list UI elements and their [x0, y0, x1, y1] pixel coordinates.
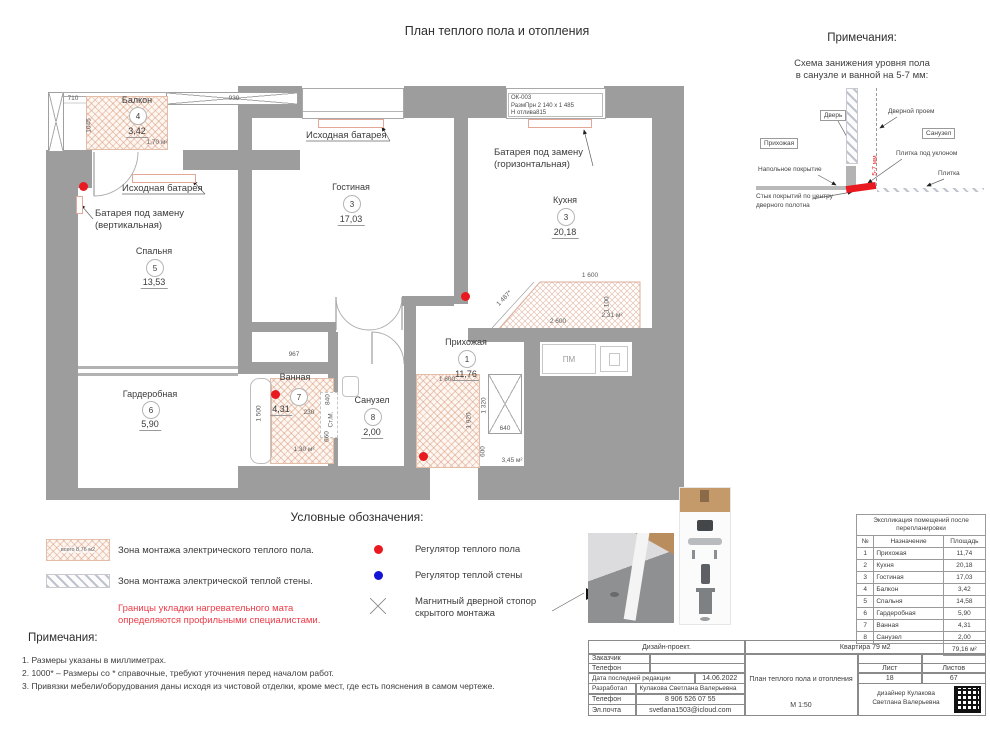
window-sill: Н отлива815	[511, 110, 547, 116]
schematic-floor-covering-label: Напольное покрытие	[758, 166, 822, 173]
window-size: РазмПрн 2 140 х 1 485	[511, 102, 574, 109]
tb-sheets-value: 67	[922, 673, 987, 684]
room-number: 6	[142, 401, 160, 419]
cell: 4,31	[943, 620, 985, 632]
schematic-tile-strip	[877, 188, 984, 192]
balcony-side-window	[48, 92, 64, 152]
note-item: 3. Привязки мебели/оборудования даны исходя из чистовой отделки, кроме мест, где есть пояснения в самом чертеже.	[22, 681, 495, 691]
room-name: Спальня	[135, 246, 173, 256]
title-block	[588, 640, 986, 716]
dim: 600	[479, 446, 487, 457]
tb-phone1-value	[650, 663, 746, 673]
annotation-replace-vertical: Батарея под замену	[95, 208, 185, 219]
wall-living-bottom	[252, 322, 336, 332]
floor-regulator-dot	[461, 292, 470, 301]
dishwasher-label: ПМ	[562, 354, 576, 364]
dim: 230	[303, 409, 315, 416]
dim: 1045	[85, 118, 93, 133]
cell: Гостиная	[874, 572, 943, 584]
room-name: Балкон	[121, 95, 153, 105]
room-number: 8	[364, 408, 382, 426]
cell: Прихожая	[874, 548, 943, 560]
dim: 967	[288, 351, 300, 358]
notes-top-line2: в санузле и ванной на 5-7 мм:	[795, 70, 929, 81]
room-area: 2,00	[363, 427, 381, 437]
wall-bottom-entry	[478, 466, 528, 500]
photo-stopper-cap	[697, 520, 713, 531]
table-row	[857, 608, 986, 620]
tb-phone2-label: Телефон	[588, 694, 636, 705]
room-number: 7	[290, 388, 308, 406]
room-area: 3,42	[128, 126, 146, 136]
cell: Ванная	[874, 620, 943, 632]
dim: 710	[67, 95, 79, 102]
zone-area: 2,31 м²	[601, 312, 623, 319]
explication-title-1: Экспликация помещений после	[873, 517, 969, 524]
door-stopper-photo	[588, 533, 674, 623]
tb-customer-label: Заказчик	[588, 654, 650, 664]
zone-area: 1,70 м²	[146, 139, 168, 146]
photo-screw	[692, 550, 695, 559]
dim: 1 500	[255, 405, 263, 422]
note-item: 2. 1000* – Размеры со * справочные, требуют уточнения перед началом работ.	[22, 668, 334, 678]
legend-floor-zone-label: Зона монтажа электрического теплого пола.	[118, 545, 314, 556]
partition-bedroom-closet	[78, 366, 238, 376]
tb-customer-value	[650, 654, 746, 664]
notes-bottom-heading: Примечания:	[28, 632, 98, 644]
dishwasher-box	[542, 344, 596, 374]
dim: 1 920	[465, 412, 473, 429]
wall-bottom-center	[238, 466, 430, 500]
cell: 1	[857, 548, 874, 560]
notes-top-heading: Примечания:	[827, 32, 897, 44]
living-room-window	[302, 88, 404, 119]
sink-box	[600, 346, 628, 372]
window-spec-box	[508, 93, 603, 117]
dim: 1 487*	[495, 289, 514, 308]
cell: 2	[857, 560, 874, 572]
tb-email-value: svetlana1503@icloud.com	[636, 704, 746, 716]
photo-stopper-plate	[688, 538, 722, 545]
tb-project: Дизайн-проект.	[588, 640, 745, 654]
room-area: 13,53	[142, 277, 166, 287]
dim: 2 600	[549, 318, 567, 325]
zone-area: 3,45 м²	[501, 457, 523, 464]
radiator-kitchen	[528, 119, 592, 128]
room-name: Прихожая	[445, 337, 487, 347]
schematic-floor-covering	[756, 186, 846, 190]
annotation-replace-vertical-2: (вертикальная)	[95, 220, 163, 231]
schematic-door-leaf	[846, 166, 856, 186]
tb-scale: М 1:50	[790, 702, 812, 709]
room-number: 5	[146, 259, 164, 277]
radiator-bedroom	[132, 174, 196, 183]
photo-stopper-base	[700, 617, 710, 621]
col-header: №	[857, 536, 874, 548]
cell: Балкон	[874, 584, 943, 596]
cell: 5,90	[943, 608, 985, 620]
photo-screw	[714, 550, 717, 559]
tb-sheet-title: План теплого пола и отопления	[749, 676, 853, 683]
legend-swatch-total: всего 8,76 м2	[60, 547, 96, 553]
wall-bottom	[46, 488, 238, 500]
dim: 930	[228, 95, 240, 102]
legend-title: Условные обозначения:	[290, 510, 424, 524]
floor-regulator-dot	[79, 182, 88, 191]
cell: 6	[857, 608, 874, 620]
legend-floor-regulator-dot	[374, 545, 383, 554]
dim: 1 100	[603, 296, 611, 313]
tb-dev-label: Разработал	[588, 683, 636, 694]
photo-stopper-pin	[701, 564, 710, 584]
wall-left-outer	[46, 186, 78, 500]
table-row	[857, 548, 986, 560]
dim: 660	[323, 431, 331, 442]
legend-red-note-2: определяются профильными специалистами.	[118, 615, 321, 626]
schematic-hallway-label: Прихожая	[760, 138, 798, 149]
qr-code	[954, 686, 981, 713]
tb-phone1-label: Телефон	[588, 663, 650, 673]
cell: 11,74	[943, 548, 985, 560]
table-row	[857, 596, 986, 608]
dim: 1 320	[480, 397, 488, 414]
cell: 4	[857, 584, 874, 596]
legend-door-stop-x-icon	[370, 598, 386, 614]
cell: 7	[857, 620, 874, 632]
schematic-doorway-label: Дверной проем	[888, 108, 935, 115]
schematic-door-jamb	[846, 88, 858, 164]
room-number: 4	[129, 107, 147, 125]
col-header: Назначение	[874, 536, 943, 548]
cell: 8	[857, 632, 874, 644]
dim: 640	[499, 425, 511, 432]
schematic-door-label: Дверь	[820, 110, 846, 121]
schematic-gap-label: 5-7 мм	[871, 155, 879, 176]
wall-wc-right	[404, 306, 416, 466]
room-name: Гардеробная	[122, 389, 178, 399]
schematic-tile-label: Плитка	[938, 170, 960, 177]
table-header-row	[857, 536, 986, 548]
room-area: 17,03	[339, 214, 363, 224]
legend-red-note-1: Границы укладки нагревательного мата	[118, 603, 294, 614]
washing-machine-label: Ст.М.	[327, 411, 335, 428]
room-name: Ванная	[279, 372, 311, 382]
photo-table-leg	[624, 533, 650, 621]
toilet	[342, 376, 359, 397]
wall-hall-top	[402, 296, 454, 306]
table-row	[857, 620, 986, 632]
room-area: 4,31	[272, 404, 290, 414]
schematic-tile-slope-label: Плитка под уклоном	[896, 150, 958, 157]
cell: Гардеробная	[874, 608, 943, 620]
room-area: 20,18	[553, 227, 577, 237]
radiator-living	[318, 119, 384, 128]
schematic-wc-label: Санузел	[922, 128, 955, 139]
cell: Кухня	[874, 560, 943, 572]
annotation-original-radiator: Исходная батарея	[122, 183, 203, 194]
legend-wall-swatch	[46, 574, 110, 588]
tb-email-label: Эл.почта	[588, 704, 636, 716]
dim: 1 600	[581, 272, 599, 279]
schematic-joint-label-2: дверного полотна	[756, 202, 810, 209]
cell: 17,03	[943, 572, 985, 584]
dim: 1 600	[438, 376, 456, 383]
wall-kitchen-left	[454, 118, 468, 304]
explication-title	[856, 514, 986, 535]
zone-area: 1,30 м²	[293, 446, 315, 453]
legend-wall-zone-label: Зона монтажа электрической теплой стены.	[118, 576, 313, 587]
photo-stopper-sleeve	[699, 592, 712, 614]
stopper-exploded-photo	[679, 487, 731, 625]
cell: 20,18	[943, 560, 985, 572]
table-row	[857, 572, 986, 584]
note-item: 1. Размеры указаны в миллиметрах.	[22, 655, 167, 665]
room-number: 3	[343, 195, 361, 213]
legend-wall-regulator-dot	[374, 571, 383, 580]
wall-top	[404, 86, 506, 118]
wall-right-outer	[652, 86, 684, 500]
tb-object: Квартира 79 м2	[745, 640, 987, 654]
room-number: 1	[458, 350, 476, 368]
cell: 14,58	[943, 596, 985, 608]
cell: 5	[857, 596, 874, 608]
photo-wood-hole	[700, 490, 709, 502]
legend-wall-regulator-label: Регулятор теплой стены	[415, 570, 523, 581]
tb-date-value: 14.06.2022	[695, 673, 746, 684]
cell: Санузел	[874, 632, 943, 644]
tb-sheet-label: Лист	[858, 663, 923, 673]
cell: Спальня	[874, 596, 943, 608]
schematic-joint-label-1: Стык покрытий по центру	[756, 193, 833, 200]
room-name: Кухня	[552, 195, 578, 205]
glazing-line	[303, 111, 403, 112]
tb-designer-2: Светлана Валерьевна	[872, 699, 940, 706]
tb-dev-value: Кулакова Светлана Валерьевна	[636, 683, 746, 694]
explication-table	[856, 514, 986, 656]
room-number: 3	[557, 208, 575, 226]
annotation-replace-horizontal-2: (горизонтальная)	[494, 159, 570, 170]
wall-top	[604, 86, 654, 118]
tb-phone2-value: 8 906 526 07 55	[636, 694, 746, 705]
annotation-replace-horizontal: Батарея под замену	[494, 147, 584, 158]
tb-date-label: Дата последней редакции	[588, 673, 695, 684]
page-title: План теплого пола и отопления	[404, 24, 590, 38]
photo-floor-stopper	[610, 592, 619, 597]
cell: 3	[857, 572, 874, 584]
room-area: 11,76	[455, 369, 477, 379]
annotation-original-radiator: Исходная батарея	[306, 130, 387, 141]
legend-floor-swatch	[46, 539, 110, 561]
tb-sheet-value: 18	[858, 673, 923, 684]
total-area: 79,16 м²	[943, 644, 985, 656]
table-row	[857, 560, 986, 572]
wall-center	[238, 118, 252, 374]
tb-sheets-label: Листов	[922, 663, 987, 673]
dim: 840	[324, 394, 332, 405]
tb-designer-1: дизайнер Кулакова	[876, 690, 936, 697]
cell: 2,00	[943, 632, 985, 644]
floor-regulator-dot	[271, 390, 280, 399]
col-header: Площадь	[943, 536, 985, 548]
cell: 3,42	[943, 584, 985, 596]
room-name: Гостиная	[332, 182, 370, 192]
legend-door-stop-label-2: скрытого монтажа	[415, 608, 495, 619]
floor-regulator-dot	[419, 452, 428, 461]
window-code: ОК-003	[511, 95, 532, 101]
tb-blank	[922, 654, 987, 664]
explication-grid	[856, 535, 986, 656]
table-row	[857, 584, 986, 596]
notes-top-line1: Схема занижения уровня пола	[794, 58, 930, 69]
legend-door-stop-label-1: Магнитный дверной стопор	[415, 596, 537, 607]
legend-floor-regulator-label: Регулятор теплого пола	[415, 544, 521, 555]
tb-blank	[858, 654, 923, 664]
sink-bowl	[609, 353, 620, 366]
wall-kitchen-bottom	[468, 328, 652, 342]
room-area: 5,90	[141, 419, 159, 429]
radiator-vertical	[76, 196, 83, 214]
explication-title-2: перепланировки	[896, 525, 946, 532]
room-name: Санузел	[354, 395, 390, 405]
leader-lines	[81, 117, 944, 611]
